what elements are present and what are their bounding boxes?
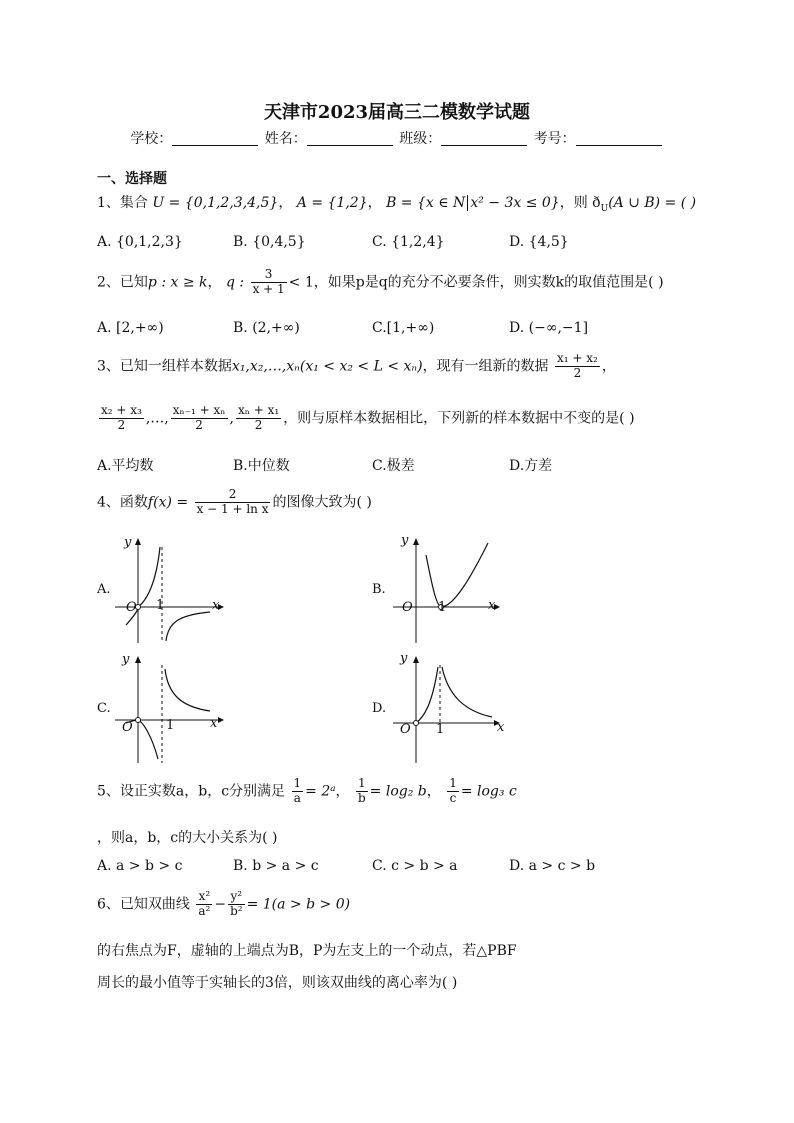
graph-d-origin: O bbox=[400, 722, 411, 737]
q4-fx: f(x) = bbox=[147, 494, 189, 511]
q1-set-u: U = {0,1,2,3,4,5} bbox=[152, 195, 279, 211]
graph-b-y: y bbox=[401, 533, 409, 548]
q3-fraction-3: $\frac{\text{xₙ₋₁ + xₙ}}{2}$ bbox=[172, 403, 226, 432]
q2-option-b[interactable]: B. (2,+∞) bbox=[233, 320, 300, 336]
q1-option-c[interactable]: C. {1,2,4} bbox=[372, 234, 445, 250]
graph-a[interactable] bbox=[110, 535, 225, 645]
number-blank[interactable] bbox=[576, 131, 662, 146]
q1-option-d[interactable]: D. {4,5} bbox=[509, 234, 569, 250]
question-3-line-1: 3、已知一组样本数据x₁,x₂,…,xₙ(x₁ < x₂ < L < xₙ)，现有一组新的数据 $\frac{\text{x₁ + x₂}}{2}$ ， bbox=[97, 351, 616, 380]
q3-mid: ，现有一组新的数据 bbox=[422, 358, 549, 375]
q5-frac-c: $\frac{1}{c}$ bbox=[449, 776, 457, 805]
name-label: 姓名： bbox=[264, 131, 307, 147]
q4-prefix: 4、函数 bbox=[97, 494, 148, 511]
q5-prefix: 5、设正实数a，b，c分别满足 bbox=[97, 783, 286, 800]
graph-a-y-arrow bbox=[135, 538, 141, 545]
class-blank[interactable] bbox=[441, 131, 527, 146]
graph-b-origin: O bbox=[402, 600, 413, 615]
question-5: 5、设正实数a，b，c分别满足 $\frac{1}{a}$ = 2ᵃ， $\frac{1}{b}$ = log₂ b， $\frac{1}{c}$ = log₃ c bbox=[97, 776, 517, 805]
q1-prefix: 1、集合 bbox=[97, 195, 148, 211]
graph-d-one: 1 bbox=[436, 722, 445, 737]
q2-lt: < 1 bbox=[288, 274, 314, 291]
class-label: 班级： bbox=[399, 131, 442, 147]
q3-option-c[interactable]: C.极差 bbox=[372, 458, 415, 474]
graph-b-label[interactable]: B. bbox=[372, 582, 386, 597]
q1-tail: (A ∪ B) = ( ) bbox=[608, 195, 697, 211]
q5-eq-c: = log₃ c bbox=[460, 783, 517, 800]
question-6-line-2: 的右焦点为F，虚轴的上端点为B，P为左支上的一个动点，若△PBF bbox=[97, 943, 517, 959]
graph-a-x: x bbox=[212, 598, 220, 613]
question-6-line-3: 周长的最小值等于实轴长的3倍，则该双曲线的离心率为( ) bbox=[97, 975, 458, 991]
graph-c-label[interactable]: C. bbox=[97, 701, 111, 716]
student-info-row bbox=[0, 128, 794, 148]
q4-fraction: $\frac{2}{\text{x − 1 + ln x}}$ bbox=[196, 487, 269, 516]
q1-complement-sub: U bbox=[600, 203, 609, 214]
graph-c-one: 1 bbox=[166, 718, 175, 733]
q5-option-d[interactable]: D. a > c > b bbox=[509, 858, 596, 874]
graph-b-one: 1 bbox=[438, 600, 447, 615]
graph-d[interactable] bbox=[388, 655, 503, 765]
graph-c-y-arrow bbox=[135, 656, 141, 663]
graph-a-y: y bbox=[124, 535, 132, 550]
graph-d-origin-hole bbox=[414, 721, 419, 726]
graph-b[interactable] bbox=[388, 535, 503, 645]
q6-prefix: 6、已知双曲线 bbox=[97, 896, 190, 913]
q2-option-d[interactable]: D. (−∞,−1] bbox=[509, 320, 589, 336]
q3-prefix: 3、已知一组样本数据 bbox=[97, 358, 232, 375]
graph-a-one: 1 bbox=[156, 598, 165, 613]
page-title: 天津市2023届高三二模数学试题 bbox=[263, 102, 531, 123]
graph-b-y-arrow bbox=[413, 538, 419, 545]
q3-fraction-2: $\frac{\text{x₂ + x₃}}{2}$ bbox=[101, 403, 142, 432]
q5-option-a[interactable]: A. a > b > c bbox=[97, 858, 183, 874]
q5-eq-b: = log₂ b bbox=[369, 783, 427, 800]
graph-d-label[interactable]: D. bbox=[372, 701, 387, 716]
q2-option-c[interactable]: C.[1,+∞) bbox=[372, 320, 435, 336]
q3-tail: ，则与原样本数据相比，下列新的样本数据中不变的是( ) bbox=[283, 410, 635, 427]
q2-prefix: 2、已知 bbox=[97, 274, 148, 291]
graph-d-y: y bbox=[400, 651, 408, 666]
graph-c-origin: O bbox=[122, 720, 133, 735]
graph-d-left-branch bbox=[416, 667, 438, 723]
q3-option-b[interactable]: B.中位数 bbox=[233, 458, 290, 474]
graph-d-x: x bbox=[497, 720, 505, 735]
q6-frac-y: $\frac{\text{y²}}{\text{b²}}$ bbox=[230, 889, 243, 918]
graph-a-origin: O bbox=[126, 600, 137, 615]
graph-b-x: x bbox=[488, 598, 496, 613]
question-1: 1、集合 U = {0,1,2,3,4,5}， A = {1,2}， B = {x ∈ N x² − 3x ≤ 0}，则 $ð_U(A$ ∪ B) = ( ) bbox=[97, 195, 697, 214]
q5-frac-a: $\frac{1}{a}$ bbox=[293, 776, 302, 805]
section-heading: 一、选择题 bbox=[97, 171, 167, 187]
q2-option-a[interactable]: A. [2,+∞) bbox=[97, 320, 164, 336]
q3-option-a[interactable]: A.平均数 bbox=[97, 458, 154, 474]
q3-fraction-1: $\frac{\text{x₁ + x₂}}{2}$ bbox=[557, 351, 598, 380]
name-blank[interactable] bbox=[307, 131, 393, 146]
q1-set-bar bbox=[467, 195, 468, 211]
q1-option-a[interactable]: A. {0,1,2,3} bbox=[97, 234, 183, 250]
graph-a-label[interactable]: A. bbox=[97, 582, 111, 597]
q2-fraction: $\frac{3}{x + 1}$ bbox=[252, 267, 285, 296]
question-4 bbox=[97, 488, 372, 517]
q2-q-label: q : bbox=[225, 274, 245, 291]
graph-d-y-arrow bbox=[413, 656, 419, 663]
q6-minus: − bbox=[214, 896, 227, 913]
q1-set-b-end: x² − 3x ≤ 0} bbox=[470, 195, 560, 211]
q3-dots: ,…, bbox=[145, 410, 169, 427]
graph-c-origin-hole bbox=[136, 718, 141, 723]
q1-ask: ，则 ð bbox=[559, 195, 601, 211]
graph-c-y: y bbox=[122, 652, 130, 667]
q4-tail: 的图像大致为( ) bbox=[272, 494, 372, 511]
q2-p: p : x ≥ k bbox=[147, 274, 208, 291]
school-label: 学校： bbox=[130, 131, 173, 147]
graph-c-right-branch bbox=[165, 669, 210, 711]
q5-option-c[interactable]: C. c > b > a bbox=[372, 858, 458, 874]
q3-option-d[interactable]: D.方差 bbox=[509, 458, 553, 474]
question-5-line-2: ，则a，b，c的大小关系为( ) bbox=[97, 830, 278, 846]
q1-set-a: A = {1,2} bbox=[296, 195, 368, 211]
q2-tail: ，如果p是q的充分不必要条件，则实数k的取值范围是( ) bbox=[313, 274, 664, 291]
question-2: 2、已知p : x ≥ k， q : $\frac{3}{x + 1}$ < 1，如果p是q的充分不必要条件，则实数k的取值范围是( ) bbox=[97, 267, 664, 296]
q3-sequence: x₁,x₂,…,xₙ(x₁ < x₂ < L < xₙ) bbox=[231, 358, 423, 375]
q1-set-b-start: B = {x ∈ N bbox=[386, 195, 466, 211]
question-6 bbox=[97, 890, 350, 919]
q1-option-b[interactable]: B. {0,4,5} bbox=[233, 234, 306, 250]
question-3-line-2: $\frac{\text{x₂ + x₃}}{2}$ ,…, $\frac{\text{xₙ₋₁ + xₙ}}{2}$ , $\frac{\text{xₙ + x₁}}{2}$ ，则与原样本数据相比，下列新的样本数据中不变的是( ) bbox=[101, 403, 635, 432]
q3-fraction-4: $\frac{\text{xₙ + x₁}}{2}$ bbox=[237, 403, 280, 432]
q5-eq-a: = 2ᵃ bbox=[305, 783, 336, 800]
graph-a-right-branch bbox=[166, 612, 210, 641]
q5-frac-b: $\frac{1}{b}$ bbox=[357, 776, 366, 805]
graph-c[interactable] bbox=[110, 655, 225, 765]
q5-option-b[interactable]: B. b > a > c bbox=[233, 858, 319, 874]
q6-frac-x: $\frac{\text{x²}}{\text{a²}}$ bbox=[198, 889, 211, 918]
number-label: 考号： bbox=[533, 131, 576, 147]
school-blank[interactable] bbox=[172, 131, 258, 146]
q6-rhs: = 1(a > b > 0) bbox=[246, 896, 351, 913]
graph-b-curve bbox=[426, 543, 488, 607]
graph-c-x-arrow bbox=[218, 717, 224, 723]
graph-c-x: x bbox=[210, 716, 218, 731]
graph-d-right-branch bbox=[442, 667, 492, 717]
